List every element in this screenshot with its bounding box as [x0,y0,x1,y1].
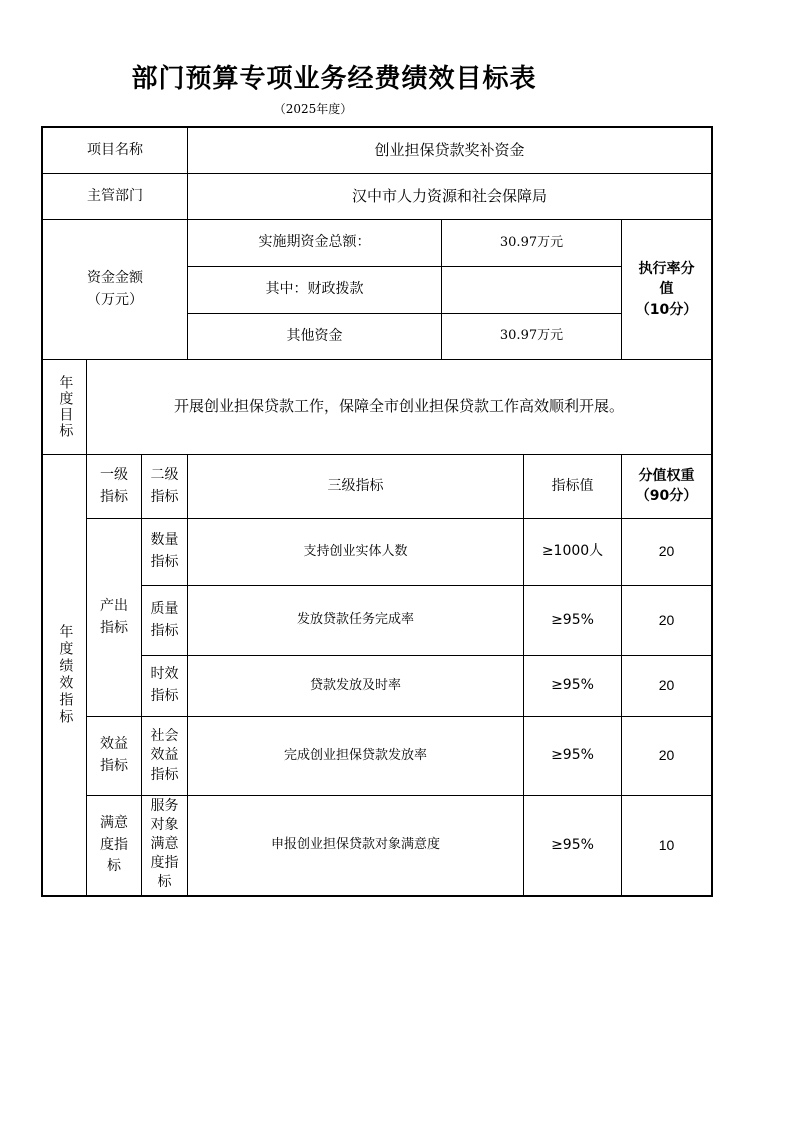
table-row-weight: 10 [658,836,675,853]
level1-header: 一级 指标 [100,466,128,505]
annual-indicators-label: 年度绩效指标 [57,624,74,726]
other-funds-label: 其他资金 [286,327,343,344]
project-name-value: 创业担保贷款奖补资金 [374,140,525,159]
table-row-value: ≥95% [551,747,594,764]
level1-benefit: 效益 指标 [100,736,128,774]
table-row-weight: 20 [658,677,675,694]
department-value: 汉中市人力资源和社会保障局 [351,186,547,205]
department-label: 主管部门 [87,187,143,204]
table-row-level2: 质量 指标 [150,600,179,639]
table-row-value: ≥1000人 [541,543,604,560]
annual-goal-label: 年度目标 [57,375,74,439]
table-row-level2: 时效 指标 [150,666,179,704]
table-row-level3: 申报创业担保贷款对象满意度 [270,837,440,853]
table-row-value: ≥95% [551,677,594,694]
table-row-weight: 20 [658,543,675,560]
total-funds-value: 30.97万元 [499,234,564,250]
level1-output: 产出 指标 [100,597,128,636]
table-row-level2: 服务 对象 满意 度指 标 [150,798,179,890]
funds-label-line2: （万元） [87,291,143,308]
table-row-weight: 20 [658,747,675,764]
table-row-level3: 支持创业实体人数 [303,543,408,559]
table-row-level3: 完成创业担保贷款发放率 [283,747,427,763]
funds-label-line1: 资金金额 [87,269,143,286]
page-title: 部门预算专项业务经费绩效目标表 [131,64,537,94]
level1-satisfaction: 满意 度指 标 [100,814,128,875]
fiscal-funds-label: 其中：财政拨款 [265,281,364,298]
table-row-level3: 贷款发放及时率 [309,677,401,693]
annual-goal-text: 开展创业担保贷款工作，保障全市创业担保贷款工作高效顺利开展。 [173,397,624,416]
level3-header: 三级指标 [327,477,384,494]
table-row-level3: 发放贷款任务完成率 [296,612,414,628]
table-row-value: ≥95% [551,836,594,853]
value-header: 指标值 [551,477,594,494]
fiscal-funds-value [442,267,621,313]
project-name-label: 项目名称 [87,141,143,158]
level2-header: 二级 指标 [150,466,179,505]
funds-label [43,220,187,359]
other-funds-value: 30.97万元 [499,328,564,344]
table-row-level2: 社会 效益 指标 [150,727,179,783]
execution-rate-label: 执行率分 值 （10分） [635,261,698,318]
table-row-weight: 20 [658,611,675,628]
table-row-value: ≥95% [551,611,594,628]
budget-year: （2025年度） [273,102,353,116]
table-row-level2: 数量 指标 [150,532,179,570]
weight-header: 分值权重 （90分） [635,467,698,504]
total-funds-label: 实施期资金总额： [258,234,371,251]
